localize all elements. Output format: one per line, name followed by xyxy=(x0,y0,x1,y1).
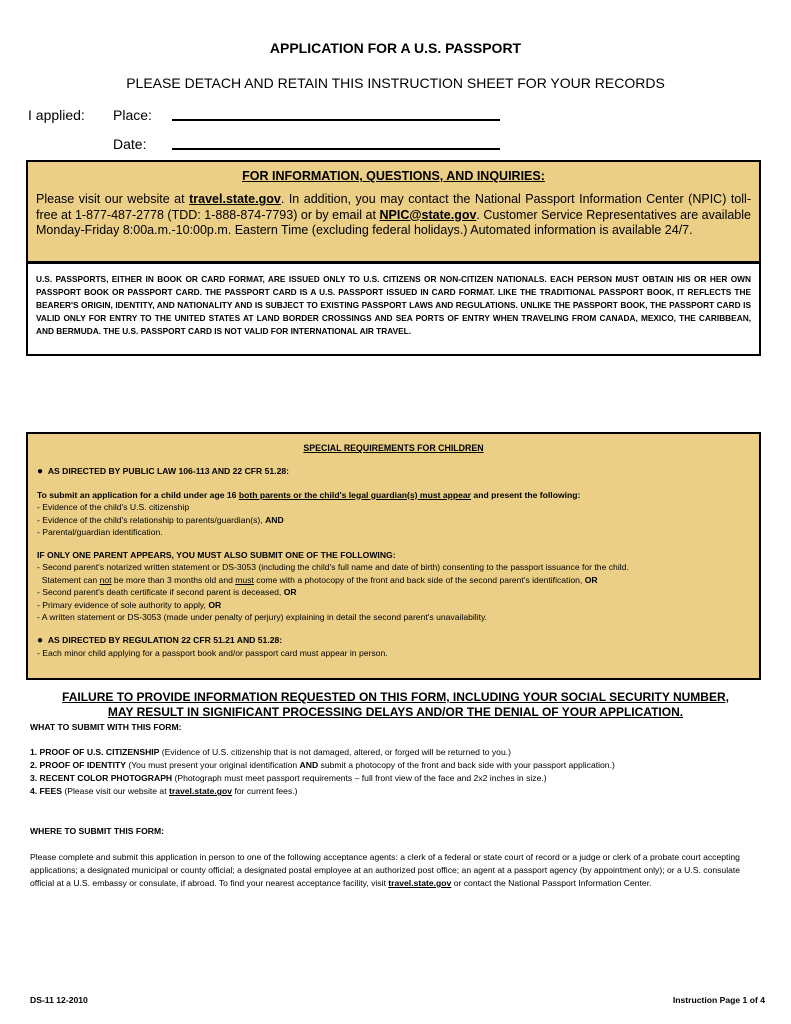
law-heading: ● AS DIRECTED BY PUBLIC LAW 106-113 AND 22 CFR 51.28: xyxy=(37,466,289,477)
where-to-submit-heading: WHERE TO SUBMIT THIS FORM: xyxy=(30,826,164,836)
list-item: - Each minor child applying for a passport book and/or passport card must appear in person. xyxy=(37,648,388,658)
acceptance-website-link[interactable]: travel.state.gov xyxy=(388,878,452,888)
list-item: - Parental/guardian identification. xyxy=(37,527,163,537)
list-item: Statement can not be more than 3 months old and must come with a photocopy of the front and back side of the second parent's identification, OR xyxy=(37,574,598,585)
applied-label: I applied: xyxy=(28,107,85,123)
passport-notice-box xyxy=(26,262,761,356)
bullet-icon: ● xyxy=(37,466,44,477)
info-heading: FOR INFORMATION, QUESTIONS, AND INQUIRIES: xyxy=(242,169,545,183)
page-title: APPLICATION FOR A U.S. PASSPORT xyxy=(269,40,522,56)
email-link[interactable]: NPIC@state.gov xyxy=(379,207,477,222)
passport-notice-text: U.S. PASSPORTS, EITHER IN BOOK OR CARD FORMAT, ARE ISSUED ONLY TO U.S. CITIZENS OR NON-CITIZEN NATIONALS. EACH PERSON MUST OBTAIN HIS OR HER OWN PASSPORT BOOK OR PASSPORT CARD. THE PASSPORT CARD IS A U.S. PASSPORT ISSUED IN CARD FORMAT. LIKE THE TRADITIONAL PASSPORT BOOK, IT REFLECTS THE BEARER'S ORIGIN, IDENTITY, AND NATIONALITY AND IS SUBJECT TO EXISTING PASSPORT LAWS AND REGULATIONS. UNLIKE THE PASSPORT BOOK, THE PASSPORT CARD IS VALID ONLY FOR ENTRY TO THE UNITED STATES AT LAND BORDER CROSSINGS AND SEA PORTS OF ENTRY WHEN TRAVELING FROM CANADA, MEXICO, THE CARIBBEAN, AND BERMUDA. THE U.S. PASSPORT CARD IS NOT VALID FOR INTERNATIONAL AIR TRAVEL. xyxy=(36,274,751,336)
info-text xyxy=(36,192,751,239)
form-id: DS-11 12-2010 xyxy=(30,995,88,1005)
list-item: 1. PROOF OF U.S. CITIZENSHIP (Evidence of U.S. citizenship that is not damaged, altered, or forged will be returned to you.) xyxy=(30,747,511,757)
children-heading: SPECIAL REQUIREMENTS FOR CHILDREN xyxy=(303,443,484,453)
fees-website-link[interactable]: travel.state.gov xyxy=(169,786,233,796)
regulation-heading: ● AS DIRECTED BY REGULATION 22 CFR 51.21 AND 51.28: xyxy=(37,634,283,646)
list-item: 3. RECENT COLOR PHOTOGRAPH (Photograph must meet passport requirements – full front view of the face and 2x2 inches in size.) xyxy=(30,773,547,783)
children-requirements-box xyxy=(26,432,761,680)
list-item: 2. PROOF OF IDENTITY (You must present your original identification AND submit a photocopy of the front and back side with your passport application.) xyxy=(30,760,615,770)
place-label: Place: xyxy=(113,107,152,123)
info-text-part: . Customer Service Representatives are available Monday-Friday 8:00a.m.-10:00p.m. Eastern Time (excluding federal holidays.) Automated information is available 24/7. xyxy=(36,207,751,237)
date-field-line[interactable] xyxy=(172,148,500,150)
info-text-part: . In addition, you may contact the National Passport Information Center (NPIC) toll-free at 1-877-487-2778 (TDD: 1-888-874-7793) or by email at xyxy=(36,192,751,222)
bullet-icon: ● xyxy=(37,634,44,646)
one-parent-heading: IF ONLY ONE PARENT APPEARS, YOU MUST ALSO SUBMIT ONE OF THE FOLLOWING: xyxy=(37,549,396,560)
failure-warning: FAILURE TO PROVIDE INFORMATION REQUESTED ON THIS FORM, INCLUDING YOUR SOCIAL SECURITY NUMBER, MAY RESULT IN SIGNIFICANT PROCESSING DELAYS AND/OR THE DENIAL OF YOUR APPLICATION. xyxy=(62,690,729,719)
children-body xyxy=(37,465,751,660)
info-text-part: Please visit our website at xyxy=(36,192,190,206)
page-number: Instruction Page 1 of 4 xyxy=(672,995,765,1005)
submit-list xyxy=(30,746,615,798)
children-intro: To submit an application for a child under age 16 both parents or the child's legal guardian(s) must appear and present the following: xyxy=(37,489,581,500)
list-item: - Second parent's notarized written statement or DS-3053 (including the child's full name and date of birth) consenting to the passport issuance for the child. xyxy=(37,562,629,572)
list-item: - Primary evidence of sole authority to apply, OR xyxy=(37,599,222,610)
website-link[interactable]: travel.state.gov xyxy=(189,192,281,206)
list-item: 4. FEES (Please visit our website at travel.state.gov for current fees.) xyxy=(30,786,298,796)
list-item: - Evidence of the child's relationship to parents/guardian(s), AND xyxy=(37,514,284,525)
date-label: Date: xyxy=(113,136,147,152)
where-to-submit-text: Please complete and submit this application in person to one of the following acceptance agents: a clerk of a federal or state court of record or a judge or clerk of a probate court accepting applications; a designated municipal or county official; a designated postal employee at an authorized post office; an agent at a passport agency (by appointment only); or a U.S. consulate official at a U.S. embassy or consulate, if abroad. To find your nearest acceptance facility, visit travel.state.gov or contact the National Passport Information Center. xyxy=(30,852,741,888)
page-subtitle: PLEASE DETACH AND RETAIN THIS INSTRUCTION SHEET FOR YOUR RECORDS xyxy=(126,75,665,91)
list-item: - A written statement or DS-3053 (made under penalty of perjury) explaining in detail the second parent's unavailability. xyxy=(37,612,488,622)
place-field-line[interactable] xyxy=(172,119,500,121)
info-box xyxy=(26,160,761,263)
what-to-submit-heading: WHAT TO SUBMIT WITH THIS FORM: xyxy=(30,722,182,732)
list-item: - Second parent's death certificate if second parent is deceased, OR xyxy=(37,587,297,597)
list-item: - Evidence of the child's U.S. citizenship xyxy=(37,502,190,512)
